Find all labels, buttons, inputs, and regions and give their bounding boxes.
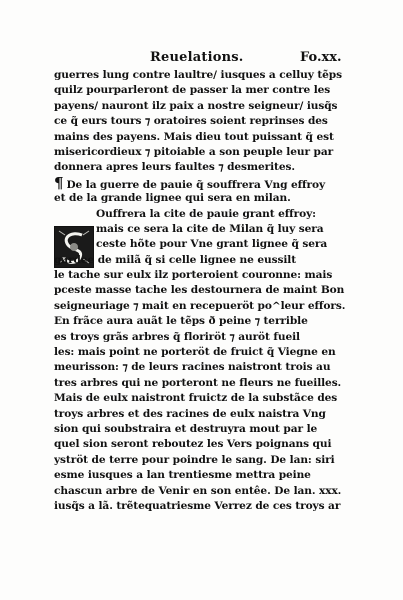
text-line: ceste hõte pour Vne grant lignee q̃ sera (96, 238, 328, 251)
text-line: donnera apres leurs faultes ⁊ desmerites. (54, 161, 295, 174)
text-line: yströt de terre pour poindre le sang. De lan: siri (54, 453, 335, 466)
text-line: pceste masse tache les destournera de maint Bon (54, 284, 345, 297)
text-line: esme iusques a lan trentiesme mettra peine (54, 469, 311, 482)
text-line: iusq̃s a lã. trẽtequatriesme Verrez de ces troys ar (54, 499, 341, 512)
text-line: En frãce aura auãt le tẽps ð peine ⁊ terrible (54, 315, 308, 328)
text-line: tres arbres qui ne porteront ne fleurs ne fueilles. (54, 376, 342, 389)
chapter-heading-text: De la guerre de pauie q̃ souffrera Vng effroy (66, 178, 326, 191)
text-line: ce q̃ eurs tours ⁊ oratoires soient reprinses des (54, 115, 328, 128)
text-line: meurisson: ⁊ de leurs racines naistront trois au (54, 361, 331, 374)
text-line: payens/ nauront ilz paix a nostre seigneur/ iusq̃s (54, 99, 338, 112)
text-line: quel sion seront reboutez les Vers poignans qui (54, 438, 332, 451)
text-line: mains des payens. Mais dieu tout puissant q̃ est (54, 130, 334, 143)
text-line: Ouffrera la cite de pauie grant effroy: (96, 207, 316, 220)
text-line: troys arbres et des racines de eulx naistra Vng (54, 407, 326, 420)
text-line: Mais de eulx naistront fruictz de la substãce des (54, 392, 338, 405)
text-line: seigneuriage ⁊ mait en recepueröt po^leur effors. (54, 299, 346, 312)
text-line: es troys grãs arbres q̃ floriröt ⁊ auröt fueil (54, 330, 300, 343)
text-line: les: mais point ne porteröt de fruict q̃ Viegne en (54, 346, 336, 359)
text-line: misericordieux ⁊ pitoiable a son peuple leur par (54, 145, 334, 158)
chapter-heading-line (54, 176, 368, 191)
text-line: gardee de milã q̃ si celle lignee ne eussilt (54, 253, 296, 266)
folio-number: Fo.xx. (300, 50, 342, 65)
text-line: mais ce sera la cite de Milan q̃ luy sera (96, 222, 324, 235)
text-line: guerres lung contre laultre/ iusques a celluy tẽps (54, 69, 342, 81)
pilcrow-icon: ¶ (54, 175, 64, 192)
text-line: le tache sur eulx ilz porteroient couronne: mais (54, 269, 333, 282)
text-line: chascun arbre de Venir en son entêe. De lan. xxx. (54, 484, 342, 497)
chapter-heading-line: et de la grande lignee qui sera en milan. (54, 192, 291, 205)
running-title: Reuelations. (150, 50, 244, 65)
text-line: sion qui soubstraira et destruyra mout par le (54, 422, 318, 435)
text-line: quilz pourparleront de passer la mer contre les (54, 84, 331, 97)
body-text (54, 68, 368, 514)
